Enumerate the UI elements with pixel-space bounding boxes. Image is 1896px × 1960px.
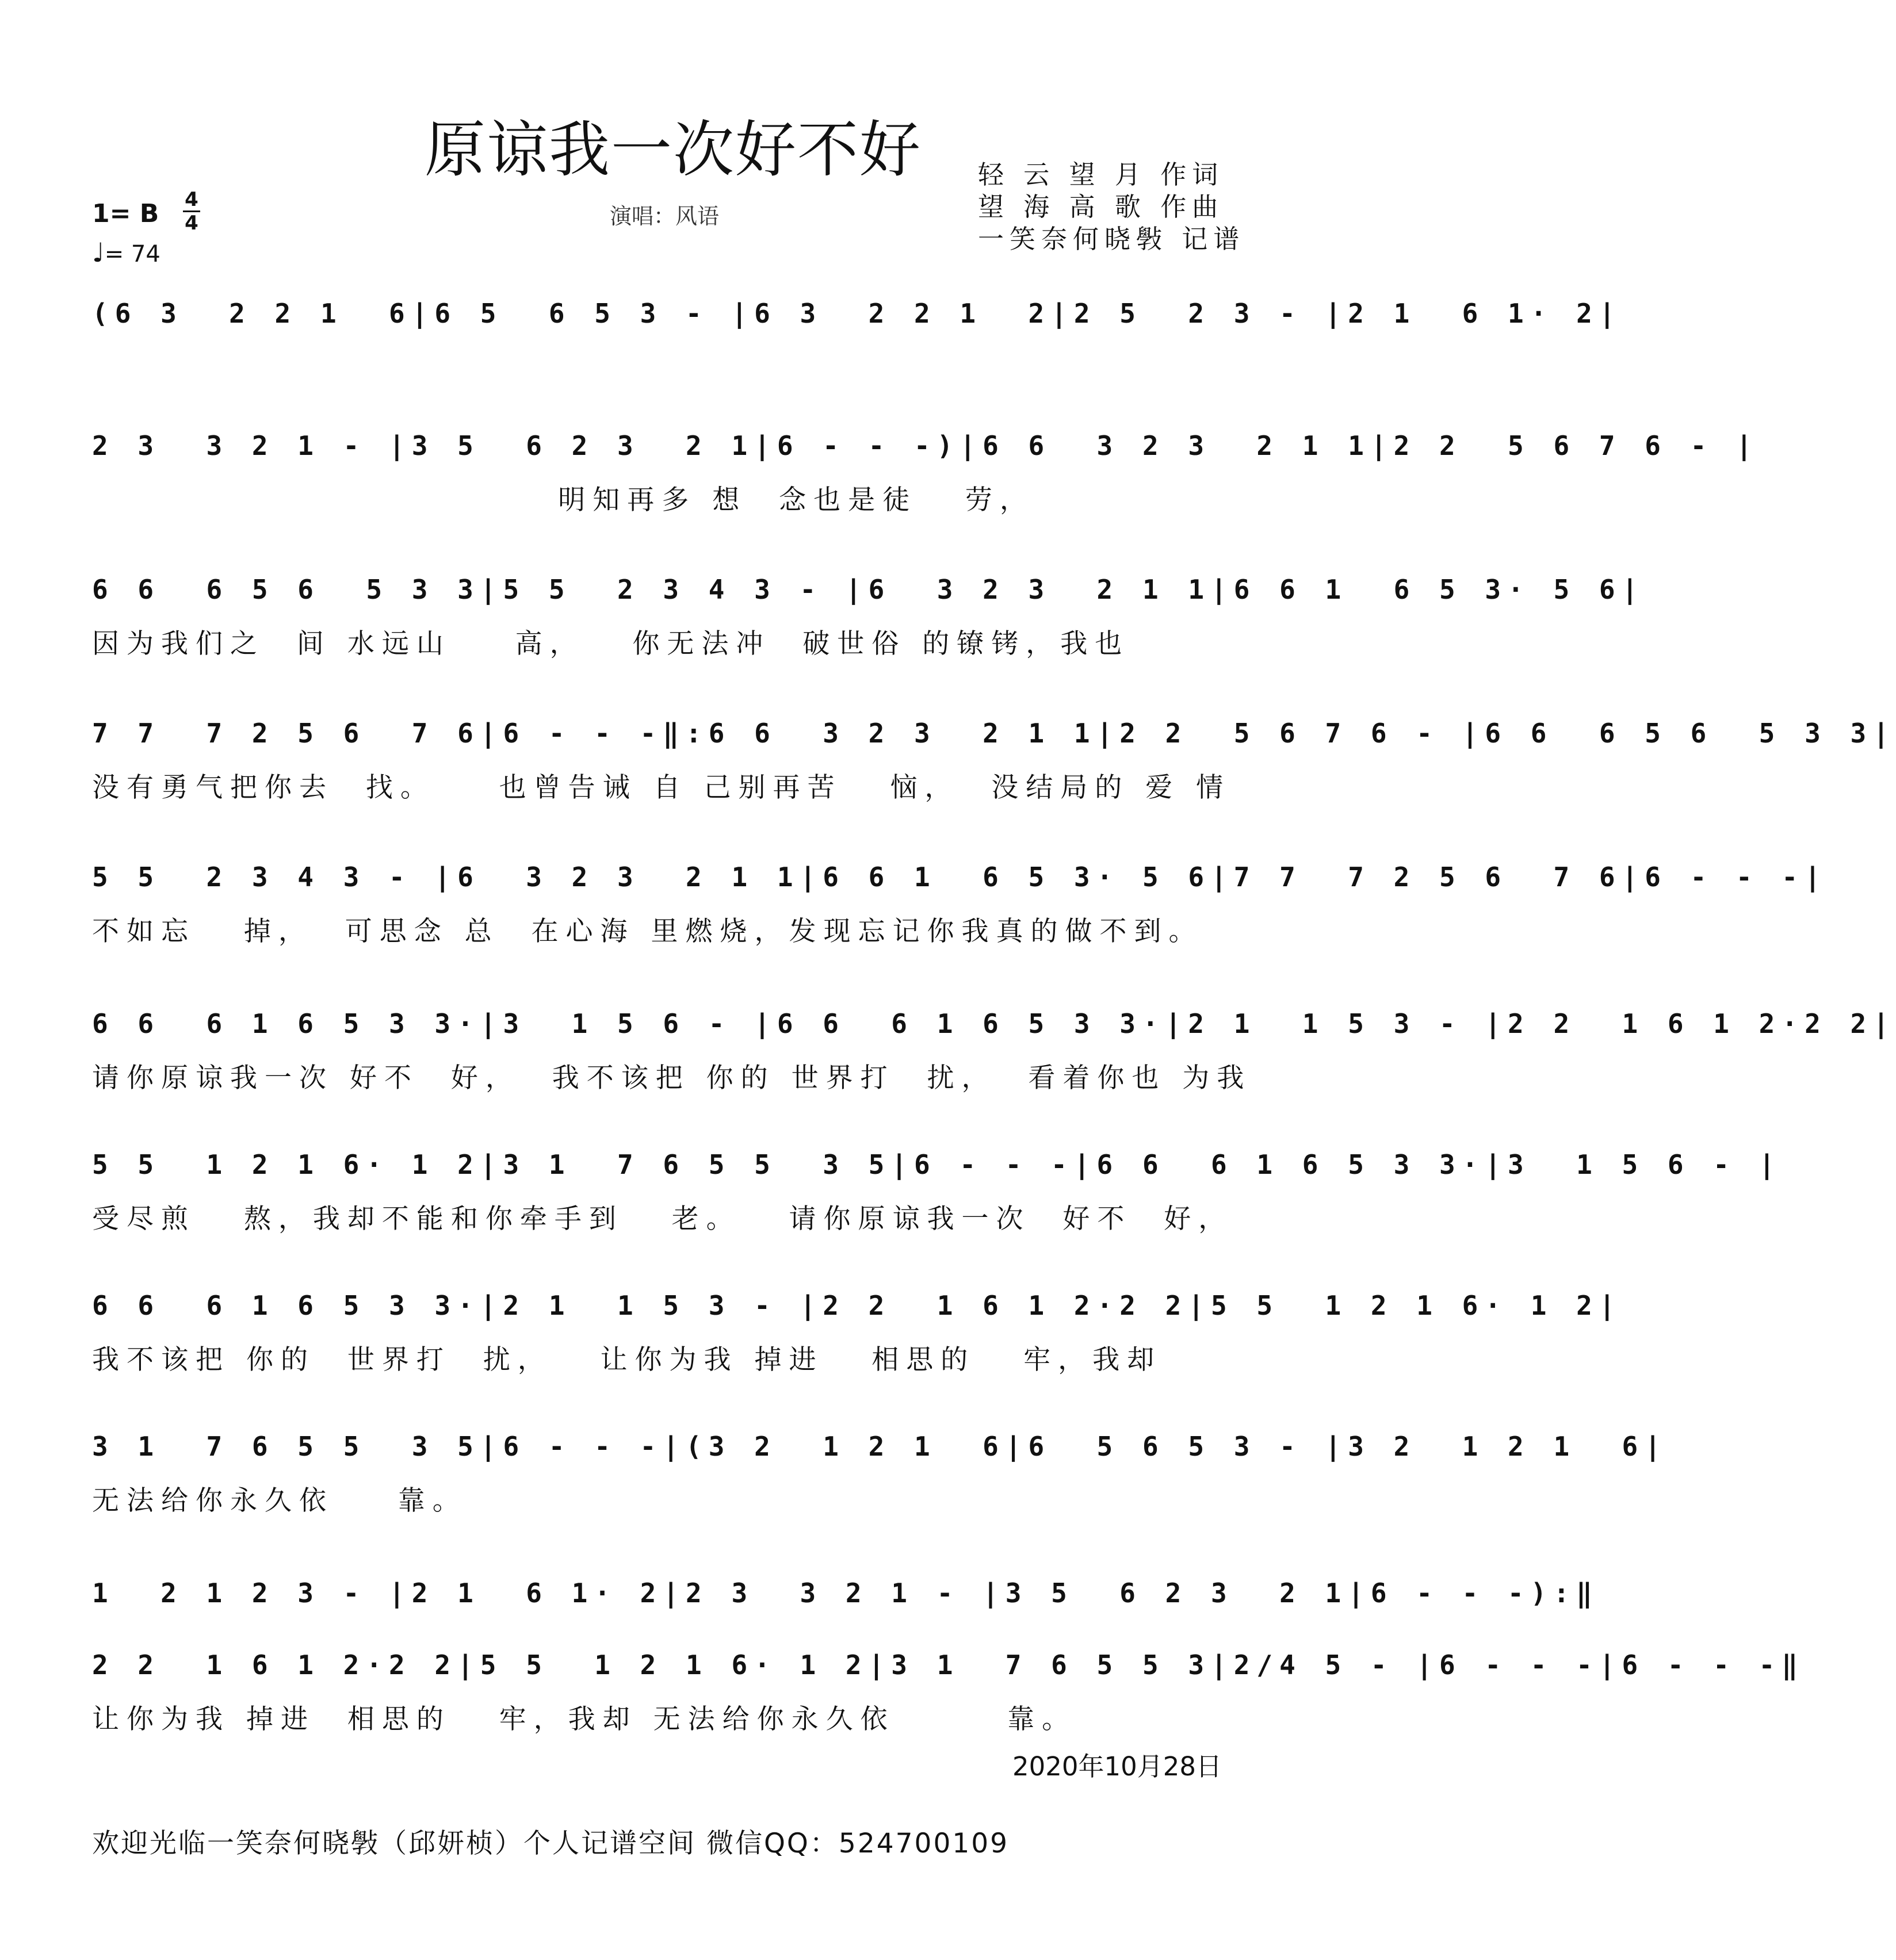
score-system-1 xyxy=(92,293,1622,389)
notation-line: 3 1 7 6 5 5 3 5|6 - - -|(3 2 1 2 1 6|6 5 6 5 3 - |3 2 1 2 1 6| xyxy=(92,1431,1668,1462)
score-system-8 xyxy=(92,1285,1622,1381)
tempo-value: = 74 xyxy=(104,241,160,267)
lyrics-line: 无法给你永久依 靠。 xyxy=(92,1485,467,1517)
footer-note: 欢迎光临一笑奈何晓斅（邱妍桢）个人记谱空间 微信QQ：524700109 xyxy=(92,1828,1010,1859)
score-system-3 xyxy=(92,569,1645,665)
notation-line: (6 3 2 2 1 6|6 5 6 5 3 - |6 3 2 2 1 2|2 5 2 3 - |2 1 6 1· 2| xyxy=(92,298,1622,329)
notation-line: 6 6 6 5 6 5 3 3|5 5 2 3 4 3 - |6 3 2 3 2 1 1|6 6 1 6 5 3· 5 6| xyxy=(92,574,1645,605)
lyrics-line: 请你原谅我一次 好不 好， 我不该把 你的 世界打 扰， 看着你也 为我 xyxy=(92,1062,1252,1094)
lyrics-line: 受尽煎 熬，我却不能和你牵手到 老。 请你原谅我一次 好不 好， xyxy=(92,1203,1233,1235)
credits xyxy=(978,159,1245,255)
lyricist-credit: 轻 云 望 月 作词 xyxy=(978,159,1224,190)
lyrics-line xyxy=(92,347,1254,389)
singer-label: 演唱：风语 xyxy=(610,204,720,229)
lyrics-line: 不如忘 掉， 可思念 总 在心海 里燃烧，发现忘记你我真的做不到。 xyxy=(92,916,1203,947)
score-system-5 xyxy=(92,857,1828,952)
notation-line: 2 3 3 2 1 - |3 5 6 2 3 2 1|6 - - -)|6 6 3 2 3 2 1 1|2 2 5 6 7 6 - | xyxy=(92,430,1759,461)
lyrics-line: 因为我们之 间 水远山 高， 你无法冲 破世俗 的镣铐，我也 xyxy=(92,628,1130,660)
transcriber-credit: 一笑奈何晓斅 记谱 xyxy=(978,224,1245,254)
lyrics-line: 我不该把 你的 世界打 扰， 让你为我 掉进 相思的 牢，我却 xyxy=(92,1344,1162,1376)
time-signature-bottom: 4 xyxy=(185,212,198,235)
score-system-2 xyxy=(92,426,1759,521)
notation-line: 5 5 1 2 1 6· 1 2|3 1 7 6 5 5 3 5|6 - - -|6 6 6 1 6 5 3 3·|3 1 5 6 - | xyxy=(92,1149,1782,1180)
notation-line: 5 5 2 3 4 3 - |6 3 2 3 2 1 1|6 6 1 6 5 3· 5 6|7 7 7 2 5 6 7 6|6 - - -| xyxy=(92,862,1828,893)
lyrics-line: 没有勇气把你去 找。 也曾告诫 自 己别再苦 恼， 没结局的 爱 情 xyxy=(92,772,1231,803)
lyrics-line: 让你为我 掉进 相思的 牢，我却 无法给你永久依 靠。 xyxy=(92,1703,1077,1735)
score-system-9 xyxy=(92,1426,1668,1522)
key-signature: 1= B xyxy=(92,199,159,228)
composer-credit: 望 海 高 歌 作曲 xyxy=(978,192,1224,222)
notation-line: 6 6 6 1 6 5 3 3·|3 1 5 6 - |6 6 6 1 6 5 3 3·|2 1 1 5 3 - |2 2 1 6 1 2·2 2| xyxy=(92,1008,1896,1039)
time-signature-top: 4 xyxy=(185,188,198,211)
lyrics-line: 明知再多 想 念也是徒 劳， xyxy=(92,484,1034,516)
quarter-note-icon: ♩ xyxy=(92,237,105,268)
notation-line: 1 2 1 2 3 - |2 1 6 1· 2|2 3 3 2 1 - |3 5 6 2 3 2 1|6 - - -):‖ xyxy=(92,1578,1599,1609)
score-system-6 xyxy=(92,1004,1896,1099)
song-title: 原谅我一次好不好 xyxy=(425,114,922,185)
score-system-7 xyxy=(92,1144,1782,1240)
time-signature xyxy=(183,190,200,233)
score-system-11 xyxy=(92,1645,1805,1740)
score-system-4 xyxy=(92,713,1896,809)
tempo-marking xyxy=(92,237,160,268)
notation-line: 6 6 6 1 6 5 3 3·|2 1 1 5 3 - |2 2 1 6 1 2·2 2|5 5 1 2 1 6· 1 2| xyxy=(92,1290,1622,1321)
transcription-date: 2020年10月28日 xyxy=(1012,1751,1222,1782)
notation-line: 7 7 7 2 5 6 7 6|6 - - -‖:6 6 3 2 3 2 1 1|2 2 5 6 7 6 - |6 6 6 5 6 5 3 3| xyxy=(92,718,1896,749)
notation-line: 2 2 1 6 1 2·2 2|5 5 1 2 1 6· 1 2|3 1 7 6 5 5 3|2/4 5 - |6 - - -|6 - - -‖ xyxy=(92,1649,1805,1680)
